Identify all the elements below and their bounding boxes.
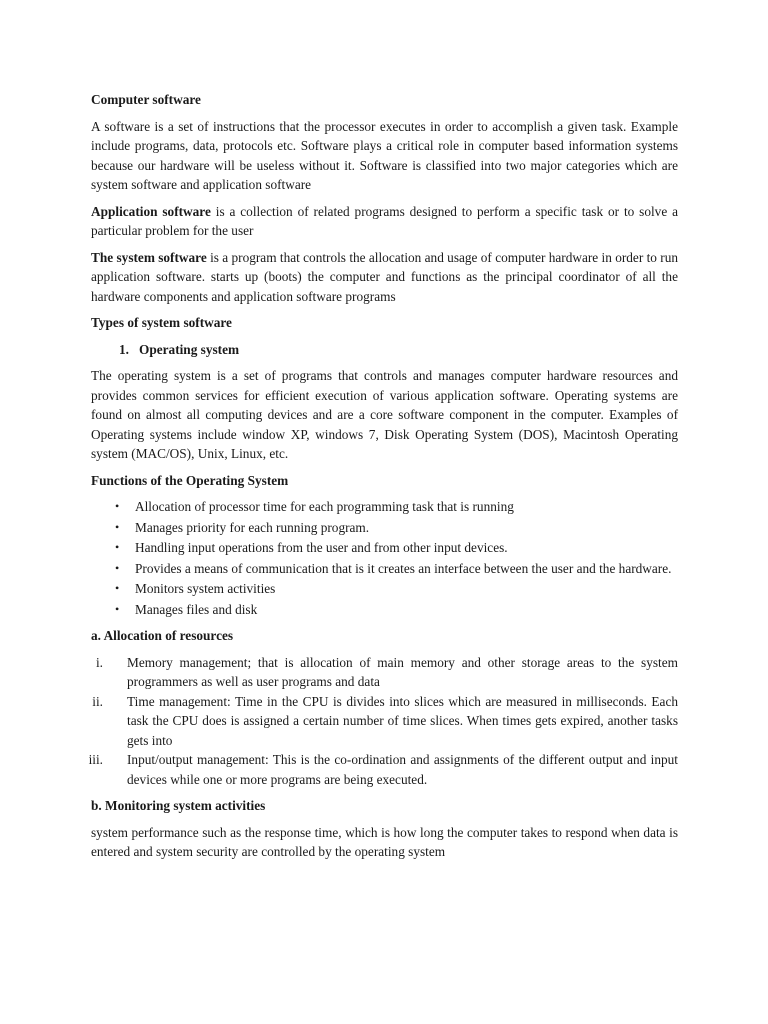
list-item: • Manages priority for each running program. (91, 518, 678, 538)
bullet-icon: • (115, 560, 120, 575)
numbered-item-operating-system (91, 340, 678, 360)
bullet-icon: • (115, 581, 120, 595)
list-item: • Manages files and disk (91, 600, 678, 620)
item-number: 1. (119, 341, 129, 357)
intro-paragraph: A software is a set of instructions that the processor executes in order to accomplish a given task. Example include programs, data, protocols etc. Software plays a critical role in computer based information systems because our hardware will be useless without it. Software is classified into two major categories which are system software and application software (91, 118, 678, 192)
bullet-icon: • (115, 601, 120, 616)
item-label: Operating system (139, 341, 240, 357)
list-item: • Monitors system activities (91, 579, 678, 599)
bullet-icon: • (115, 499, 120, 513)
functions-heading: Functions of the Operating System (91, 472, 289, 488)
list-item: ii. Time management: Time in the CPU is divides into slices which are measured in milliseconds. Each task the CPU does is assigned a certain number of time slices. When times gets expired, another tasks gets into (91, 692, 678, 751)
monitoring-paragraph: system performance such as the response time, which is how long the computer takes to respond when data is entered and system security are controlled by the operating system (91, 824, 678, 859)
list-item: i. Memory management; that is allocation of main memory and other storage areas to the system programmers as well as user programs and data (91, 653, 678, 692)
monitoring-heading: b. Monitoring system activities (91, 798, 266, 813)
application-software-text: is a collection of related programs designed to perform a specific task or to solve a particular problem for the user (91, 203, 678, 238)
roman-numeral: iii. (88, 752, 103, 767)
operating-system-paragraph: The operating system is a set of programs that controls and manages computer hardware resources and provides common services for efficient execution of various application software. Operating systems are found on almost all computing devices and are a core software component in the computer. Examples of Operating systems include window XP, windows 7, Disk Operating System (DOS), Macintosh Operating system (MAC/OS), Unix, Linux, etc. (91, 368, 678, 461)
application-software-term: Application software (91, 203, 211, 219)
roman-numeral: i. (95, 654, 103, 670)
types-heading: Types of system software (91, 315, 232, 330)
application-software-paragraph (91, 202, 678, 241)
roman-numeral: ii. (92, 693, 103, 709)
functions-list (91, 497, 678, 619)
bullet-icon: • (115, 519, 120, 534)
system-software-paragraph (91, 248, 678, 307)
system-software-term: The system software (91, 249, 207, 265)
list-item: • Handling input operations from the user and from other input devices. (91, 538, 678, 558)
bullet-icon: • (115, 540, 120, 554)
list-item: iii. Input/output management: This is the co-ordination and assignments of the different output and input devices while one or more programs are being executed. (91, 750, 678, 789)
doc-title: Computer software (91, 92, 201, 107)
allocation-heading: a. Allocation of resources (91, 628, 234, 643)
system-software-text: is a program that controls the allocation and usage of computer hardware in order to run application software. starts up (boots) the computer and functions as the principal coordinator of all the hardware components and application software programs (91, 249, 678, 304)
list-item: • Provides a means of communication that is it creates an interface between the user and the hardware. (91, 559, 678, 579)
document-page (88, 90, 678, 869)
list-item: • Allocation of processor time for each programming task that is running (91, 497, 678, 517)
allocation-list (88, 653, 678, 790)
